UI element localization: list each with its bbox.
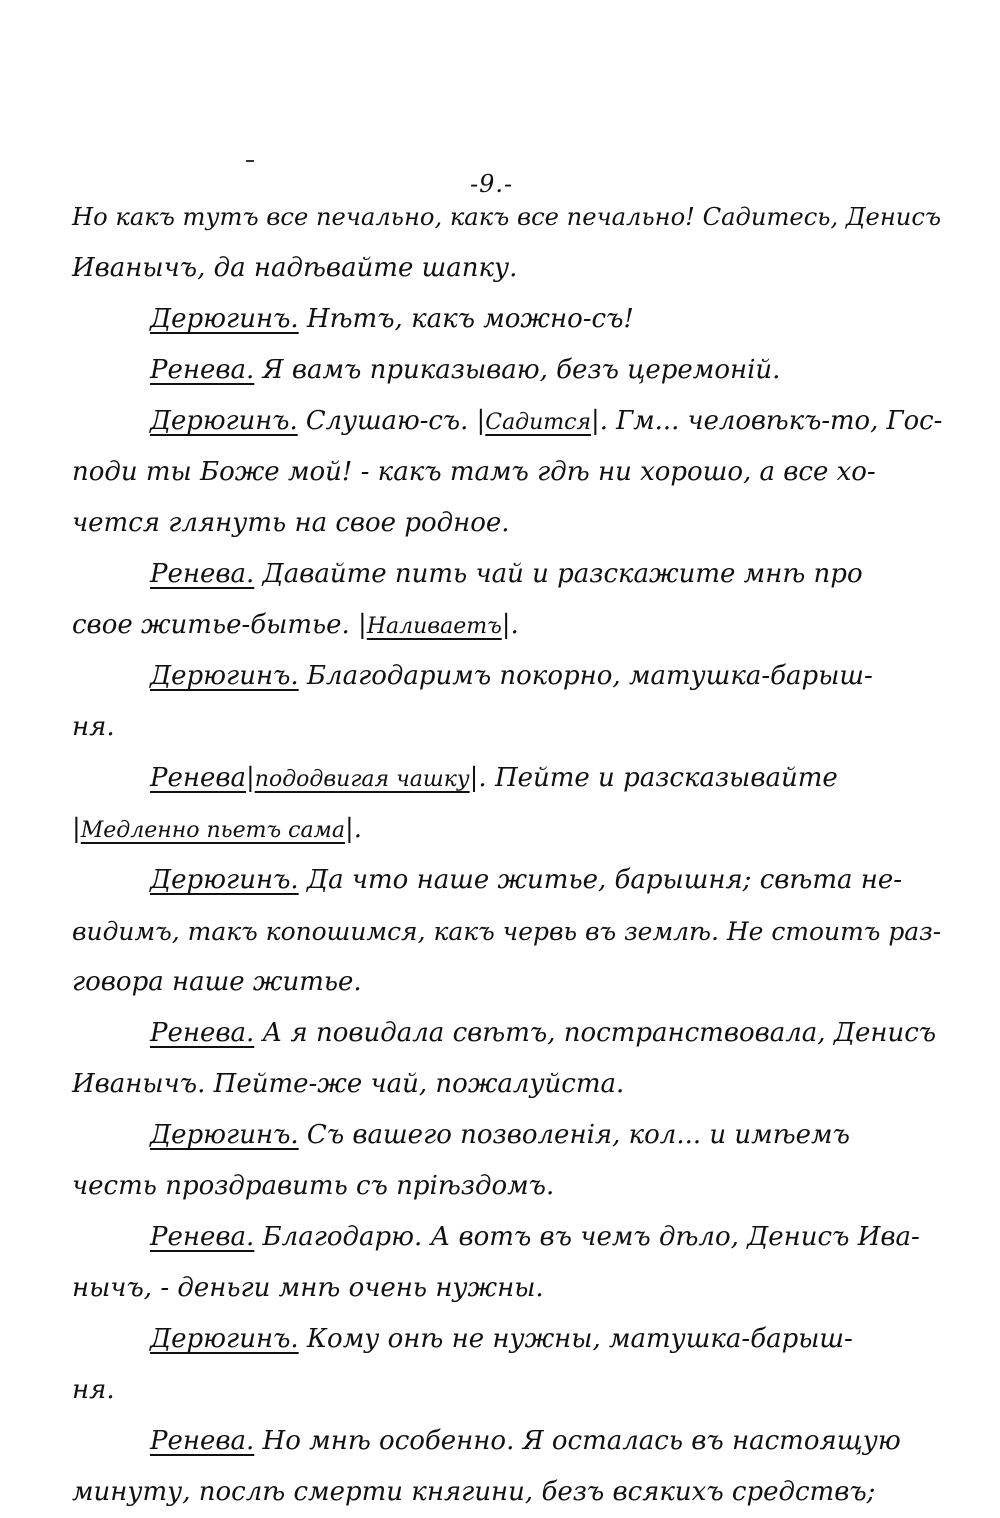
text-line <box>72 294 942 345</box>
speaker-name: Ренева <box>150 763 247 793</box>
line-text: честь проздравить съ пріѣздомъ. <box>72 1171 555 1201</box>
text-line <box>72 1059 942 1110</box>
line-text: Благодарю. А вотъ въ чемъ дѣло, Денисъ Ива- <box>254 1222 920 1252</box>
stage-direction: Наливаетъ <box>366 614 502 639</box>
line-text: свое житье-бытье. | <box>72 610 367 640</box>
line-text: |. <box>344 814 363 844</box>
handwritten-text <box>72 192 942 1518</box>
line-text: А я повидала свѣтъ, постранствовала, Денисъ <box>254 1018 937 1048</box>
text-line <box>72 1314 942 1365</box>
text-line <box>72 906 942 957</box>
stage-direction: Медленно пьетъ сама <box>80 818 345 843</box>
text-line <box>72 243 942 294</box>
text-line <box>72 396 942 447</box>
line-text: |. Пейте и разсказывайте <box>469 763 838 793</box>
text-line <box>72 1008 942 1059</box>
text-line <box>72 1161 942 1212</box>
line-text: Да что наше житье, барышня; свѣта не- <box>298 865 903 895</box>
line-text: Но какъ тутъ все печально, какъ все печально! Садитесь, Денисъ <box>72 203 942 231</box>
line-text: минуту, послѣ смерти княгини, безъ всякихъ средствъ; <box>72 1477 876 1507</box>
line-text: | <box>246 763 255 793</box>
speaker-name: Дерюгинъ. <box>150 406 298 436</box>
line-text: |. <box>501 610 519 640</box>
line-text: чется глянуть на свое родное. <box>72 508 510 538</box>
line-text: Иванычъ. Пейте-же чай, пожалуйста. <box>72 1069 625 1099</box>
speaker-name: Ренева. <box>150 1222 255 1252</box>
stage-direction: Садится <box>485 410 592 435</box>
text-line <box>72 447 942 498</box>
line-text: Иванычъ, да надѣвайте шапку. <box>72 253 518 283</box>
text-line <box>72 651 942 702</box>
line-text: ня. <box>72 1375 115 1405</box>
speaker-name: Дерюгинъ. <box>150 1324 299 1354</box>
line-text: Кому онѣ не нужны, матушка-барыш- <box>298 1324 853 1354</box>
speaker-name: Ренева. <box>150 1426 255 1456</box>
text-line <box>72 702 942 753</box>
line-text: поди ты Боже мой! - какъ тамъ гдѣ ни хорошо, а все хо- <box>72 457 876 487</box>
text-line <box>72 1110 942 1161</box>
speaker-name: Дерюгинъ. <box>150 661 299 691</box>
text-line <box>72 1263 942 1314</box>
line-text: |. Гм... человѣкъ-то, Гос- <box>591 406 943 436</box>
line-text: нычъ, - деньги мнѣ очень нужны. <box>72 1273 544 1303</box>
text-line <box>72 855 942 906</box>
text-line <box>72 192 942 243</box>
speaker-name: Дерюгинъ. <box>150 1120 299 1150</box>
line-text: ня. <box>72 712 115 742</box>
text-line <box>72 957 942 1008</box>
text-line <box>72 345 942 396</box>
text-line <box>72 804 942 855</box>
line-text: Съ вашего позволенія, кол... и имѣемъ <box>298 1120 850 1150</box>
line-text: Давайте пить чай и разскажите мнѣ про <box>254 559 863 589</box>
speaker-name: Дерюгинъ. <box>150 865 299 895</box>
page-number: -9.- <box>470 170 514 198</box>
speaker-name: Ренева. <box>150 1018 255 1048</box>
text-line <box>72 1212 942 1263</box>
stage-direction: пододвигая чашку <box>254 767 470 792</box>
line-text: видимъ, такъ копошимся, какъ червь въ землѣ. Не стоитъ раз- <box>72 917 942 946</box>
speaker-name: Ренева. <box>150 355 255 385</box>
text-line <box>72 1467 942 1518</box>
line-text: Слушаю-съ. | <box>297 406 486 436</box>
line-text: Нѣтъ, какъ можно-съ! <box>298 304 634 334</box>
line-text: Я вамъ приказываю, безъ церемоній. <box>254 355 781 385</box>
text-line <box>72 549 942 600</box>
text-line <box>72 498 942 549</box>
text-line <box>72 753 942 804</box>
ink-mark <box>246 160 254 162</box>
speaker-name: Дерюгинъ. <box>150 304 299 334</box>
text-line <box>72 1365 942 1416</box>
speaker-name: Ренева. <box>150 559 255 589</box>
line-text: | <box>72 814 81 844</box>
line-text: говора наше житье. <box>72 967 362 997</box>
text-line <box>72 600 942 651</box>
line-text: Но мнѣ особенно. Я осталась въ настоящую <box>254 1426 901 1456</box>
line-text: Благодаримъ покорно, матушка-барыш- <box>298 661 873 691</box>
